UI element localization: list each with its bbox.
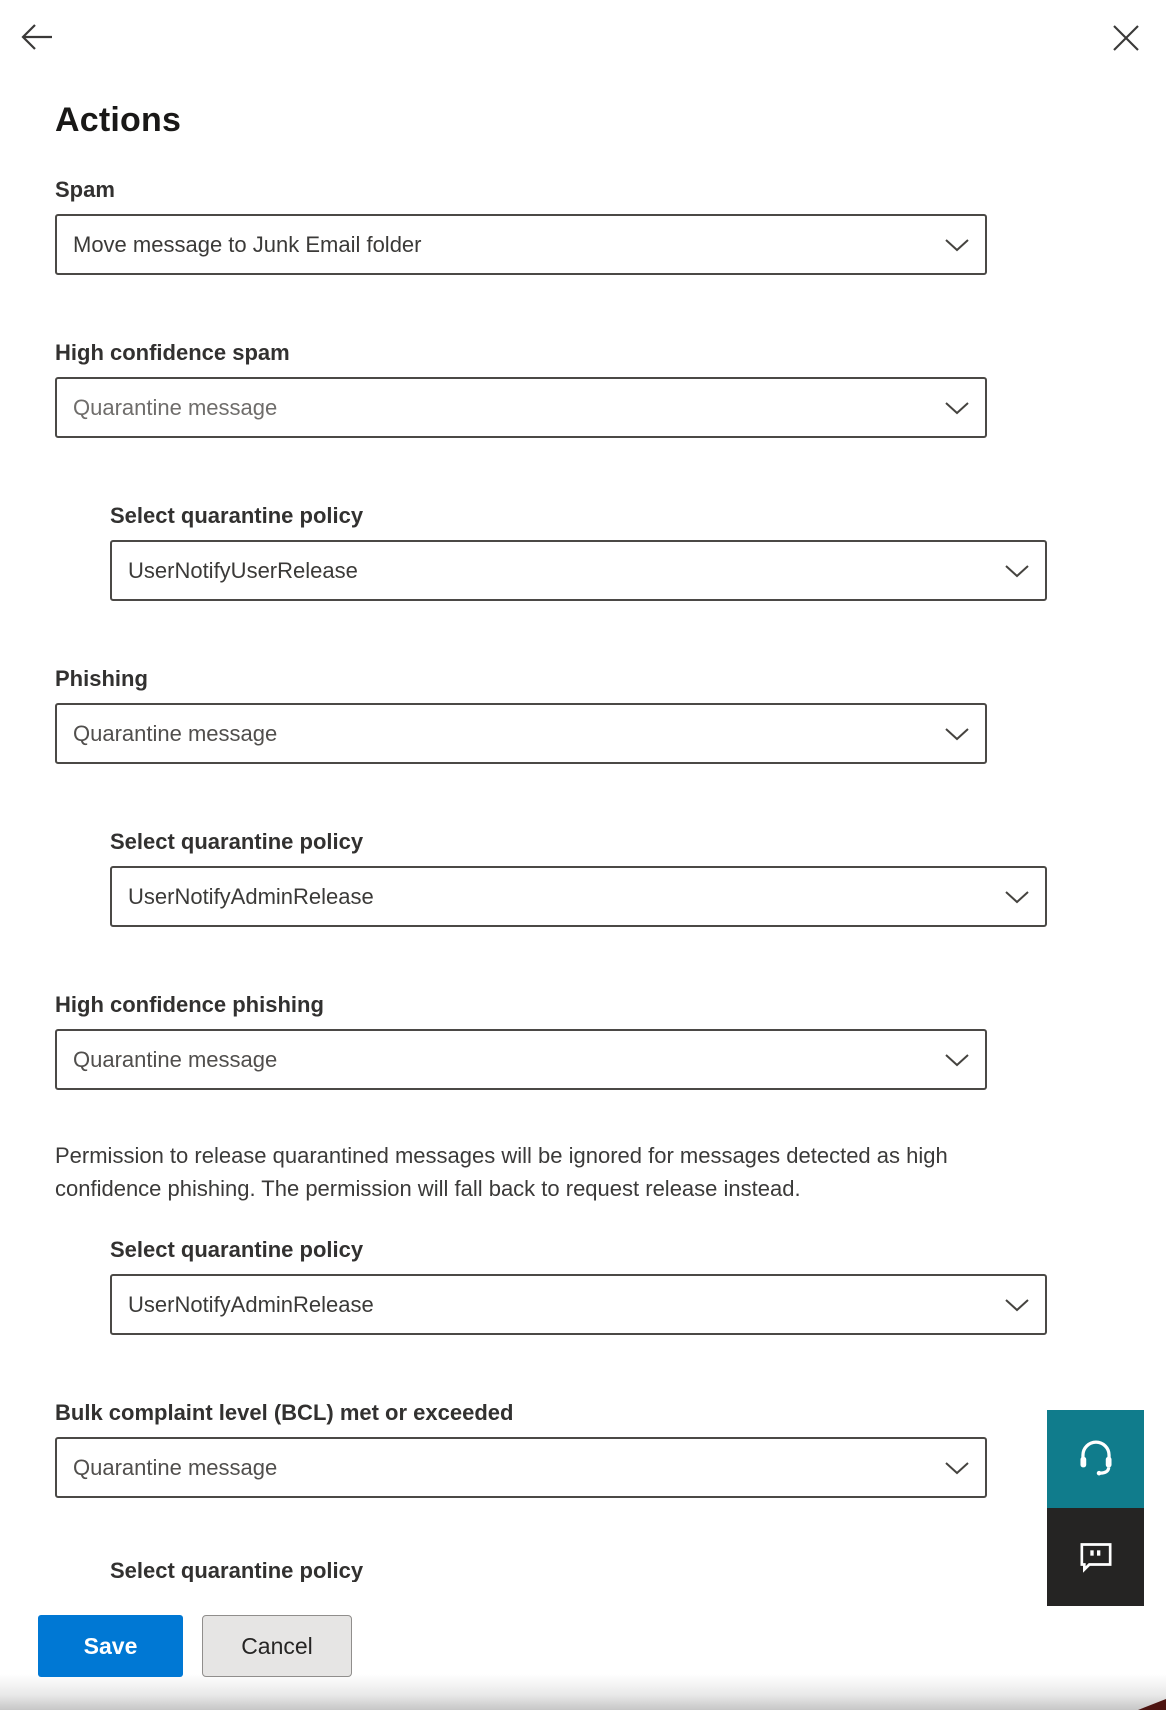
hcs-quarantine-policy-label: Select quarantine policy (110, 503, 364, 528)
phishing-quarantine-policy-value: UserNotifyAdminRelease (128, 883, 374, 909)
save-button[interactable]: Save (38, 1615, 183, 1677)
spam-label: Spam (55, 177, 115, 202)
footer-bar (0, 1582, 1166, 1710)
bcl-action-value: Quarantine message (73, 1454, 278, 1480)
high-confidence-spam-action-value: Quarantine message (73, 394, 278, 420)
hcp-quarantine-policy-field (110, 1236, 1047, 1335)
hcp-quarantine-policy-value: UserNotifyAdminRelease (128, 1291, 374, 1317)
corner-artifact (1138, 1699, 1166, 1710)
phishing-quarantine-policy-label: Select quarantine policy (110, 829, 364, 854)
spam-action-value: Move message to Junk Email folder (73, 231, 422, 257)
phishing-quarantine-policy-field (110, 828, 1047, 927)
bcl-quarantine-policy-field (110, 1557, 1047, 1582)
help-button[interactable] (1047, 1410, 1144, 1508)
chevron-down-icon (1004, 1298, 1030, 1312)
hcp-quarantine-policy-label: Select quarantine policy (110, 1237, 364, 1262)
chevron-down-icon (1004, 890, 1030, 904)
page-title: Actions (55, 101, 182, 139)
chevron-down-icon (944, 401, 970, 415)
chevron-down-icon (944, 1461, 970, 1475)
cancel-button[interactable]: Cancel (202, 1615, 352, 1677)
chevron-down-icon (944, 1053, 970, 1067)
bcl-label: Bulk complaint level (BCL) met or exceeded (55, 1400, 514, 1425)
phishing-field (55, 665, 987, 764)
high-confidence-phishing-action-select[interactable] (55, 1029, 987, 1090)
chevron-down-icon (1004, 564, 1030, 578)
high-confidence-phishing-field (55, 991, 987, 1090)
phishing-action-select[interactable] (55, 703, 987, 764)
high-confidence-spam-action-select[interactable] (55, 377, 987, 438)
high-confidence-phishing-note: Permission to release quarantined messages will be ignored for messages detected as high confidence phishing. The permission will fall back to request release instead. (55, 1143, 948, 1201)
spam-action-select[interactable] (55, 214, 987, 275)
phishing-label: Phishing (55, 666, 148, 691)
hcs-quarantine-policy-value: UserNotifyUserRelease (128, 557, 358, 583)
feedback-speech-bubble-icon (1076, 1537, 1116, 1577)
hcp-quarantine-policy-select[interactable] (110, 1274, 1047, 1335)
phishing-quarantine-policy-select[interactable] (110, 866, 1047, 927)
chevron-down-icon (944, 727, 970, 741)
feedback-button[interactable] (1047, 1508, 1144, 1606)
chevron-down-icon (944, 238, 970, 252)
bcl-action-select[interactable] (55, 1437, 987, 1498)
spam-field (55, 176, 987, 275)
high-confidence-spam-field (55, 339, 987, 438)
bcl-field (55, 1399, 987, 1498)
high-confidence-phishing-action-value: Quarantine message (73, 1046, 278, 1072)
bcl-quarantine-policy-label: Select quarantine policy (110, 1558, 364, 1582)
phishing-action-value: Quarantine message (73, 720, 278, 746)
hcs-quarantine-policy-select[interactable] (110, 540, 1047, 601)
high-confidence-phishing-label: High confidence phishing (55, 992, 324, 1017)
high-confidence-spam-label: High confidence spam (55, 340, 290, 365)
hcs-quarantine-policy-field (110, 502, 1047, 601)
headset-icon (1073, 1436, 1119, 1482)
